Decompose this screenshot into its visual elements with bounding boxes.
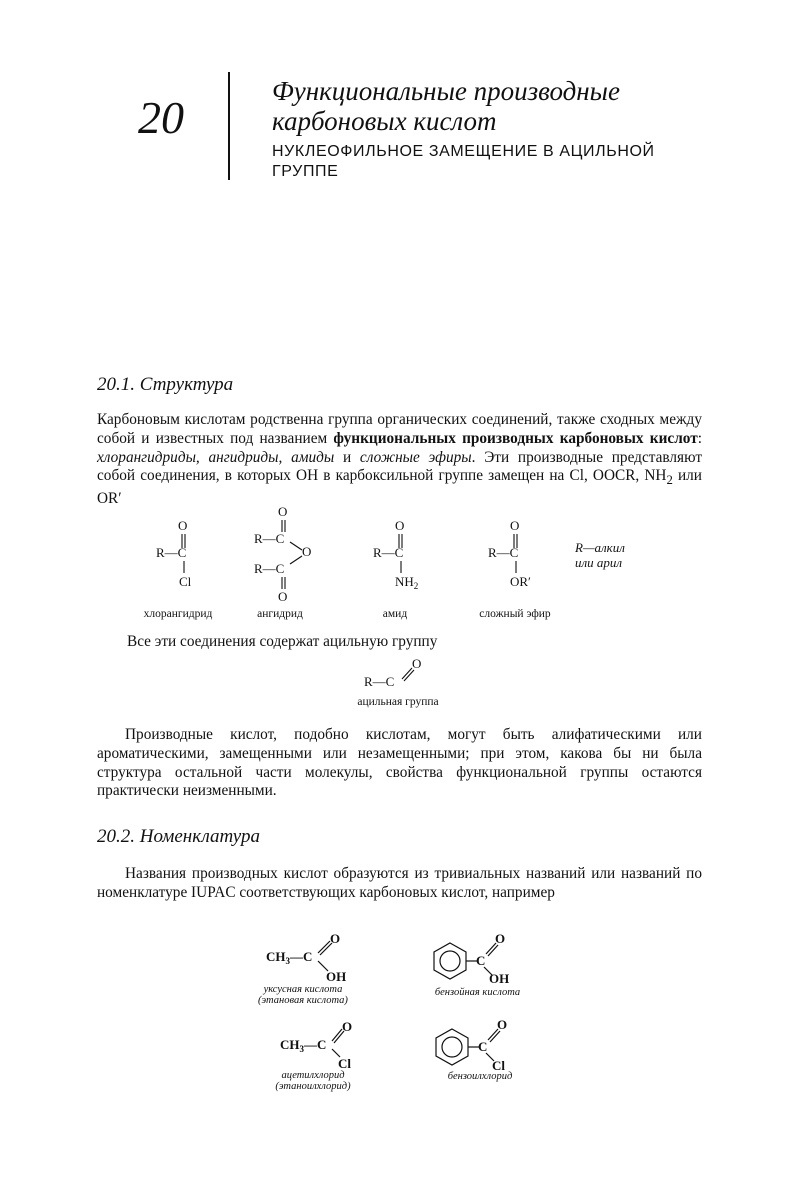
svg-text:CH3—C: $CH_3—C$	[280, 1037, 327, 1054]
label-anhydride: ангидрид	[257, 608, 303, 620]
derivatives-paragraph: Производные кислот, подобно кислотам, могут быть алифатическими или ароматическими, замещенными или незамещенными; при этом, какова бы ни была структура остальной части молекулы, свойства функциональной группы остаются практически неизменными.	[97, 726, 702, 800]
svg-text:OR′: OR′	[510, 574, 531, 589]
ester-structure	[488, 518, 531, 589]
svg-text:R—C: R—C	[156, 545, 187, 560]
svg-text:R—C: R—C	[364, 674, 395, 689]
svg-text:OH: OH	[489, 971, 510, 986]
acyl-chloride-structure	[156, 518, 192, 589]
benzoyl-chloride-structure	[436, 1017, 507, 1073]
label-amide: амид	[382, 608, 408, 620]
para-italic-term: хлорангидриды, ангидриды, амиды	[97, 448, 335, 466]
svg-text:O: O	[395, 518, 405, 533]
svg-text:R—C: R—C	[254, 561, 285, 576]
section-heading-structure: 20.1. Структура	[97, 374, 234, 395]
svg-text:Cl: Cl	[338, 1056, 351, 1071]
svg-text:O: O	[278, 589, 288, 604]
para-text: . Эти производные представляют собой соединения, в которых OH в карбоксильной группе замещен на Cl, OOCR, NH	[97, 448, 703, 485]
label-benzoyl-chloride: бензоилхлорид	[447, 1071, 513, 1082]
svg-text:R—C: R—C	[488, 545, 519, 560]
svg-text:O: O	[278, 504, 288, 519]
benzoic-acid-structure	[434, 931, 509, 986]
svg-text:O: O	[412, 656, 422, 671]
svg-text:O: O	[178, 518, 188, 533]
svg-text:Cl: Cl	[492, 1058, 505, 1073]
para-text: или OR′	[97, 467, 702, 508]
svg-text:O: O	[342, 1019, 353, 1034]
para-text: :	[697, 429, 702, 447]
label-chloride: хлорангидрид	[143, 608, 213, 620]
svg-text:R—C: R—C	[254, 531, 285, 546]
para-text: Карбоновым кислотам родственна группа органических соединений, также сходных между собой и известных под названием	[97, 411, 702, 447]
para-text: и	[334, 448, 360, 466]
anhydride-structure	[254, 504, 311, 604]
label-acetyl-chloride	[258, 1070, 368, 1092]
para-subscript: 2	[666, 473, 673, 488]
caption-line: (этаноилхлорид)	[275, 1081, 351, 1092]
para-bold-term: функциональных производных карбоновых кислот	[333, 429, 698, 447]
r-group-note	[575, 540, 625, 570]
label-acyl-group: ацильная группа	[357, 696, 439, 708]
svg-text:C: C	[478, 1039, 488, 1054]
svg-text:O: O	[330, 931, 341, 946]
acyl-intro-text: Все эти соединения содержат ацильную группу	[127, 633, 438, 650]
chapter-title: Функциональные производные карбоновых кислот	[272, 76, 620, 136]
acyl-group-structure	[360, 655, 440, 695]
svg-text:Cl: Cl	[179, 574, 192, 589]
chapter-number: 20	[138, 92, 184, 143]
svg-text:CH3—C: $CH_3—C$	[266, 949, 313, 966]
caption-line: уксусная кислота	[263, 984, 343, 995]
caption-line: (этановая кислота)	[258, 995, 348, 1006]
caption-line: ацетилхлорид	[281, 1070, 345, 1081]
r-note-line: или арил	[575, 555, 623, 570]
r-note-line: R—алкил	[575, 540, 625, 555]
svg-text:O: O	[495, 931, 506, 946]
chapter-divider	[228, 72, 230, 180]
svg-text:OH: OH	[326, 969, 347, 984]
section-heading-nomenclature: 20.2. Номенклатура	[97, 826, 260, 847]
nomenclature-paragraph: Названия производных кислот образуются из тривиальных названий или названий по номенклатуре IUPAC соответствующих карбоновых кислот, например	[97, 865, 702, 901]
structure-paragraph	[97, 411, 702, 509]
svg-text:C: C	[476, 953, 486, 968]
acetyl-chloride-structure	[280, 1019, 352, 1071]
amide-structure	[373, 518, 418, 591]
label-acetic-acid	[248, 984, 358, 1006]
svg-text:O: O	[302, 544, 312, 559]
svg-text:NH2: $NH_2$	[395, 574, 419, 591]
label-benzoic-acid: бензойная кислота	[434, 987, 521, 998]
label-ester: сложный эфир	[479, 608, 551, 620]
svg-text:O: O	[497, 1017, 508, 1032]
acetic-acid-structure	[266, 931, 346, 984]
para-italic-term: сложные эфиры	[359, 448, 472, 466]
chapter-subtitle: НУКЛЕОФИЛЬНОЕ ЗАМЕЩЕНИЕ В АЦИЛЬНОЙ ГРУППЕ	[272, 143, 655, 180]
svg-text:O: O	[510, 518, 520, 533]
svg-text:R—C: R—C	[373, 545, 404, 560]
